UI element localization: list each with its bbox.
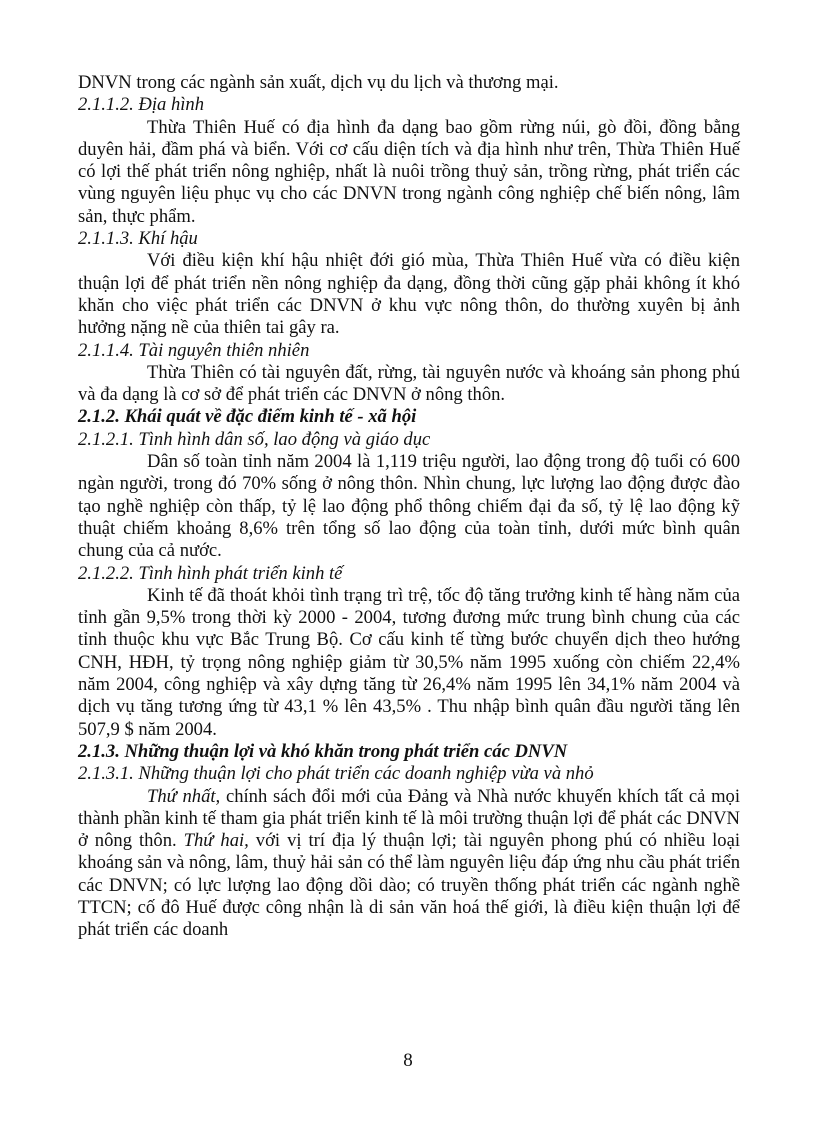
heading-2-1-2-2: 2.1.2.2. Tình hình phát triển kinh tế [78, 562, 343, 584]
advantages-text-1: chính sách đổi mới của Đảng và Nhà nước khuyến khích tất cả mọi thành phần kinh tế tham gia phát triển kinh tế là môi trường thuận lợi để phát các DNVN ở nông thôn. [78, 785, 740, 852]
heading-2-1-1-4: 2.1.1.4. Tài nguyên thiên nhiên [78, 339, 310, 361]
paragraph-population: Dân số toàn tỉnh năm 2004 là 1,119 triệu người, lao động trong độ tuổi có 600 ngàn người, trong đó 70% sống ở nông thôn. Nhìn chung, lực lượng lao động được đào tạo nghề nghiệp còn thấp, tỷ lệ lao động phổ thông chiếm đại đa số, tỷ lệ lao động kỹ thuật chiếm khoảng 8,6% trên tổng số lao động của toàn tỉnh, dưới mức bình quân chung của cả nước. [78, 451, 740, 562]
paragraph-climate: Với điều kiện khí hậu nhiệt đới gió mùa, Thừa Thiên Huế vừa có điều kiện thuận lợi để phát triển nền nông nghiệp đa dạng, đồng thời cũng gặp phải không ít khó khăn cho việc phát triển các DNVN ở khu vực nông thôn, do thường xuyên bị ảnh hưởng nặng nề của thiên tai gây ra. [78, 250, 740, 339]
advantages-text-2: với vị trí địa lý thuận lợi; tài nguyên phong phú có nhiều loại khoáng sản và nông, lâm, thuỷ hải sản có thể làm nguyên liệu đáp ứng nhu cầu phát triển các DNVN; có lực lượng lao động dồi dào; có truyền thống phát triển các ngành nghề TTCN; cố đô Huế được công nhận là di sản văn hoá thế giới, là điều kiện thuận lợi để phát triển các doanh [78, 830, 741, 941]
heading-2-1-2: 2.1.2. Khái quát về đặc điểm kinh tế - xã hội [78, 406, 417, 428]
paragraph-terrain: Thừa Thiên Huế có địa hình đa dạng bao gồm rừng núi, gò đồi, đồng bằng duyên hải, đầm phá và biển. Với cơ cấu diện tích và địa hình như trên, Thừa Thiên Huế có lợi thế phát triển nông nghiệp, nhất là nuôi trồng thuỷ sản, trồng rừng, phát triển các vùng nguyên liệu phục vụ cho các DNVN trong ngành công nghiệp chế biến nông, lâm sản, thực phẩm. [78, 116, 740, 227]
paragraph-natural-resources: Thừa Thiên có tài nguyên đất, rừng, tài nguyên nước và khoáng sản phong phú và đa dạng là cơ sở để phát triển các DNVN ở nông thôn. [78, 361, 740, 406]
heading-2-1-3: 2.1.3. Những thuận lợi và khó khăn trong phát triển các DNVN [78, 740, 568, 762]
heading-2-1-2-1: 2.1.2.1. Tình hình dân số, lao động và giáo dục [78, 428, 431, 450]
paragraph-advantages [78, 786, 740, 942]
heading-2-1-1-3: 2.1.1.3. Khí hậu [78, 228, 198, 250]
heading-2-1-3-1: 2.1.3.1. Những thuận lợi cho phát triển các doanh nghiệp vừa và nhỏ [78, 763, 594, 785]
lead-second: Thứ hai, [183, 830, 249, 852]
heading-2-1-1-2: 2.1.1.2. Địa hình [78, 94, 205, 116]
page-number: 8 [403, 1050, 413, 1071]
document-page [78, 72, 740, 942]
paragraph-economy: Kinh tế đã thoát khỏi tình trạng trì trệ, tốc độ tăng trưởng kinh tế hàng năm của tỉnh gần 9,5% trong thời kỳ 2000 - 2004, tương đương mức trung bình chung của các tỉnh thuộc khu vực Bắc Trung Bộ. Cơ cấu kinh tế từng bước chuyển dịch theo hướng CNH, HĐH, tỷ trọng nông nghiệp giảm từ 30,5% năm 1995 xuống còn chiếm 22,4% năm 2004, công nghiệp và xây dựng tăng từ 26,4% năm 1995 lên 34,1% năm 2004 và dịch vụ tăng tương ứng từ 43,1 % lên 43,5% . Thu nhập bình quân đầu người tăng lên 507,9 $ năm 2004. [78, 584, 740, 740]
lead-first: Thứ nhất, [147, 785, 221, 807]
intro-line: DNVN trong các ngành sản xuất, dịch vụ du lịch và thương mại. [78, 72, 559, 93]
